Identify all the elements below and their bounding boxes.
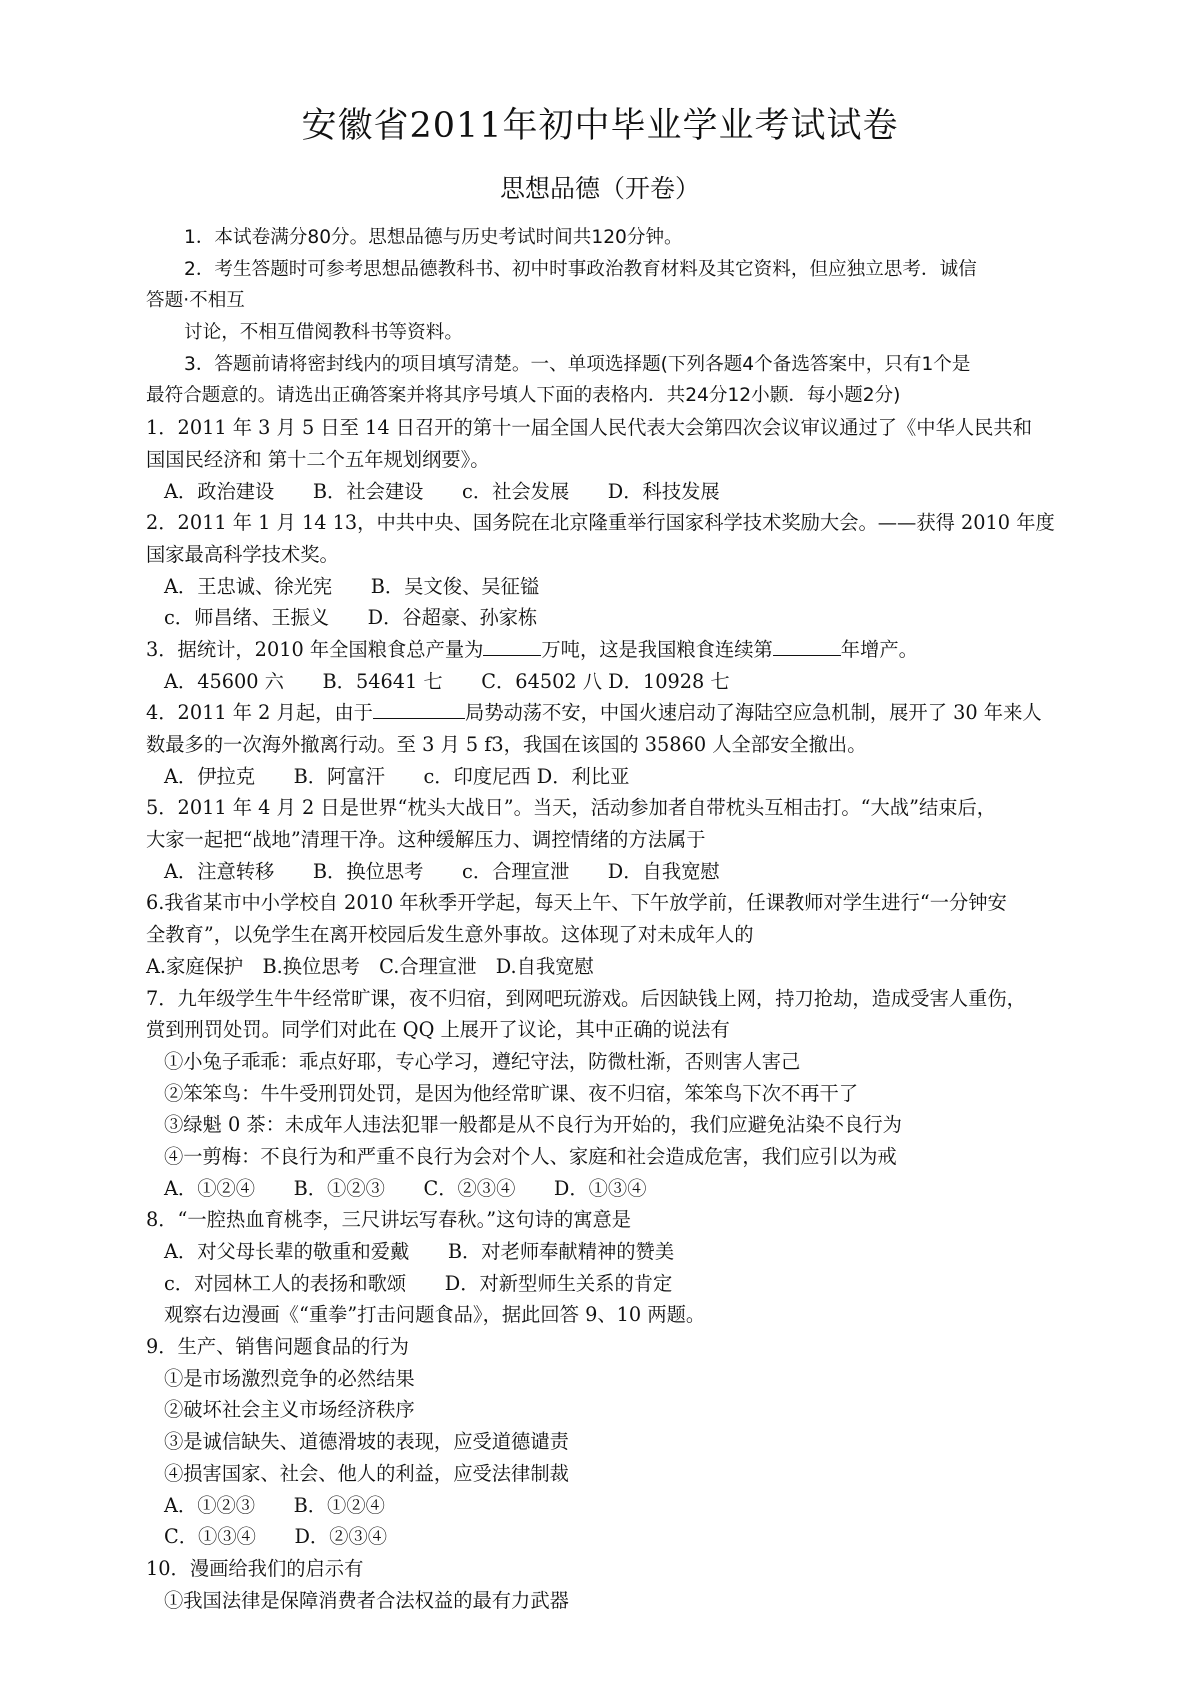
question-options: A.家庭保护 B.换位思考 C.合理宣泄 D.自我宽慰 — [146, 954, 594, 978]
question-3 — [146, 634, 1086, 697]
statement-item: ①小兔子乖乖：乖点好耶，专心学习，遵纪守法，防微杜渐，否则害人害己 — [164, 1049, 801, 1073]
stem-text: 局势动荡不安，中国火速启动了海陆空应急机制，展开了 30 年来人 — [464, 701, 1042, 725]
question-6 — [146, 887, 1086, 982]
question-options: c．师昌绪、王振义 D．谷超豪、孙家栋 — [164, 606, 538, 630]
statement-item: ③绿魁 0 茶：未成年人违法犯罪一般都是从不良行为开始的，我们应避免沾染不良行为 — [164, 1113, 902, 1137]
exam-body — [146, 222, 1086, 1616]
question-8 — [146, 1204, 1086, 1331]
question-stem: 6.我省某市中小学校自 2010 年秋季开学起，每天上午、下午放学前，任课教师对学生进行“一分钟安 — [146, 891, 1007, 915]
question-stem — [146, 634, 1086, 666]
statement-item: ②笨笨鸟：牛牛受刑罚处罚，是因为他经常旷课、夜不归宿，笨笨鸟下次不再干了 — [164, 1081, 859, 1105]
instruction-line: 3．答题前请将密封线内的项目填写清楚。一、单项选择题(下列各题4个备选答案中，只有1个是 — [184, 353, 971, 375]
question-1 — [146, 412, 1086, 507]
instructions — [146, 222, 1086, 412]
question-2 — [146, 507, 1086, 634]
instruction-line: 讨论，不相互借阅教科书等资料。 — [184, 322, 463, 344]
question-stem: 数最多的一次海外撤离行动。至 3 月 5 f3，我国在该国的 35860 人全部安全撤出。 — [146, 733, 867, 756]
question-stem — [146, 697, 1086, 729]
stem-text: 万吨，这是我国粮食连续第 — [541, 637, 773, 661]
question-stem: 国家最高科学技术奖。 — [146, 542, 339, 566]
question-4 — [146, 697, 1086, 792]
instruction-line: 2．考生答题时可参考思想品德教科书、初中时事政治教育材料及其它资料，但应独立思考．诚信 — [184, 258, 977, 280]
answer-blank — [773, 637, 841, 656]
stem-text: 4．2011 年 2 月起，由于 — [146, 701, 373, 725]
question-options: A．王忠诚、徐光宪 B．吴文俊、吴征镒 — [164, 574, 540, 598]
question-10 — [146, 1553, 1086, 1616]
question-options: A．①②③ B．①②④ — [164, 1493, 385, 1517]
instruction-line: 答题·不相互 — [146, 290, 245, 312]
question-stem: 9．生产、销售问题食品的行为 — [146, 1335, 409, 1359]
question-7 — [146, 983, 1086, 1205]
statement-item: ②破坏社会主义市场经济秩序 — [164, 1398, 415, 1422]
question-options: C．①③④ D．②③④ — [164, 1525, 388, 1549]
exam-subtitle: 思想品德（开卷） — [499, 174, 700, 203]
question-stem: 国国民经济和 第十二个五年规划纲要》。 — [146, 447, 490, 471]
stem-text: 年增产。 — [840, 637, 918, 661]
comic-intro: 观察右边漫画《“重拳”打击问题食品》，据此回答 9、10 两题。 — [164, 1303, 706, 1327]
question-stem: 全教育”，以免学生在离开校园后发生意外事故。这体现了对未成年人的 — [146, 923, 754, 947]
statement-item: ③是诚信缺失、道德滑坡的表现，应受道德谴责 — [164, 1430, 569, 1454]
question-options: A．伊拉克 B．阿富汗 c．印度尼西 D．利比亚 — [164, 764, 630, 788]
question-stem: 1．2011 年 3 月 5 日至 14 日召开的第十一届全国人民代表大会第四次会议审议通过了《中华人民共和 — [146, 416, 1032, 440]
question-stem: 2．2011 年 1 月 14 13，中共中央、国务院在北京隆重举行国家科学技术奖励大会。——获得 2010 年度 — [146, 511, 1055, 535]
question-options: A．政治建设 B．社会建设 c．社会发展 D．科技发展 — [164, 479, 720, 503]
question-stem: 5．2011 年 4 月 2 日是世界“枕头大战日”。当天，活动参加者自带枕头互相击打。“大战”结束后， — [146, 796, 997, 820]
question-options: A．45600 六 B．54641 七 C．64502 八 D．10928 七 — [164, 669, 730, 693]
statement-item: ①我国法律是保障消费者合法权益的最有力武器 — [164, 1588, 569, 1612]
question-stem: 大家一起把“战地”清理干净。这种缓解压力、调控情绪的方法属于 — [146, 828, 706, 852]
question-stem: 7．九年级学生牛牛经常旷课，夜不归宿，到网吧玩游戏。后因缺钱上网，持刀抢劫，造成受害人重伤， — [146, 986, 1026, 1010]
question-stem: 10．漫画给我们的启示有 — [146, 1556, 364, 1580]
question-options: A．对父母长辈的敬重和爱戴 B．对老师奉献精神的赞美 — [164, 1240, 675, 1263]
question-options: A．注意转移 B．换位思考 c．合理宣泄 D．自我宽慰 — [164, 859, 720, 883]
stem-text: 3．据统计，2010 年全国粮食总产量为 — [146, 637, 484, 661]
question-options: A．①②④ B．①②③ C．②③④ D．①③④ — [164, 1176, 647, 1200]
answer-blank — [373, 700, 465, 719]
question-stem: 8．“一腔热血育桃李，三尺讲坛写春秋。”这句诗的寓意是 — [146, 1208, 632, 1232]
question-options: c．对园林工人的表扬和歌颂 D．对新型师生关系的肯定 — [164, 1271, 673, 1295]
instruction-line: 最符合题意的。请选出正确答案并将其序号填人下面的表格内．共24分12小颢．每小题2分) — [146, 385, 901, 407]
question-9 — [146, 1331, 1086, 1553]
question-5 — [146, 792, 1086, 887]
statement-item: ①是市场激烈竞争的必然结果 — [164, 1366, 415, 1390]
question-stem: 赏到刑罚处罚。同学们对此在 QQ 上展开了议论，其中正确的说法有 — [146, 1018, 730, 1042]
exam-title: 安徽省2011年初中毕业学业考试试卷 — [301, 106, 899, 146]
answer-blank — [483, 637, 541, 656]
statement-item: ④一剪梅：不良行为和严重不良行为会对个人、家庭和社会造成危害，我们应引以为戒 — [164, 1144, 897, 1168]
instruction-line: 1．本试卷满分80分。思想品德与历史考试时间共120分钟。 — [184, 227, 683, 248]
statement-item: ④损害国家、社会、他人的利益，应受法律制裁 — [164, 1461, 569, 1485]
